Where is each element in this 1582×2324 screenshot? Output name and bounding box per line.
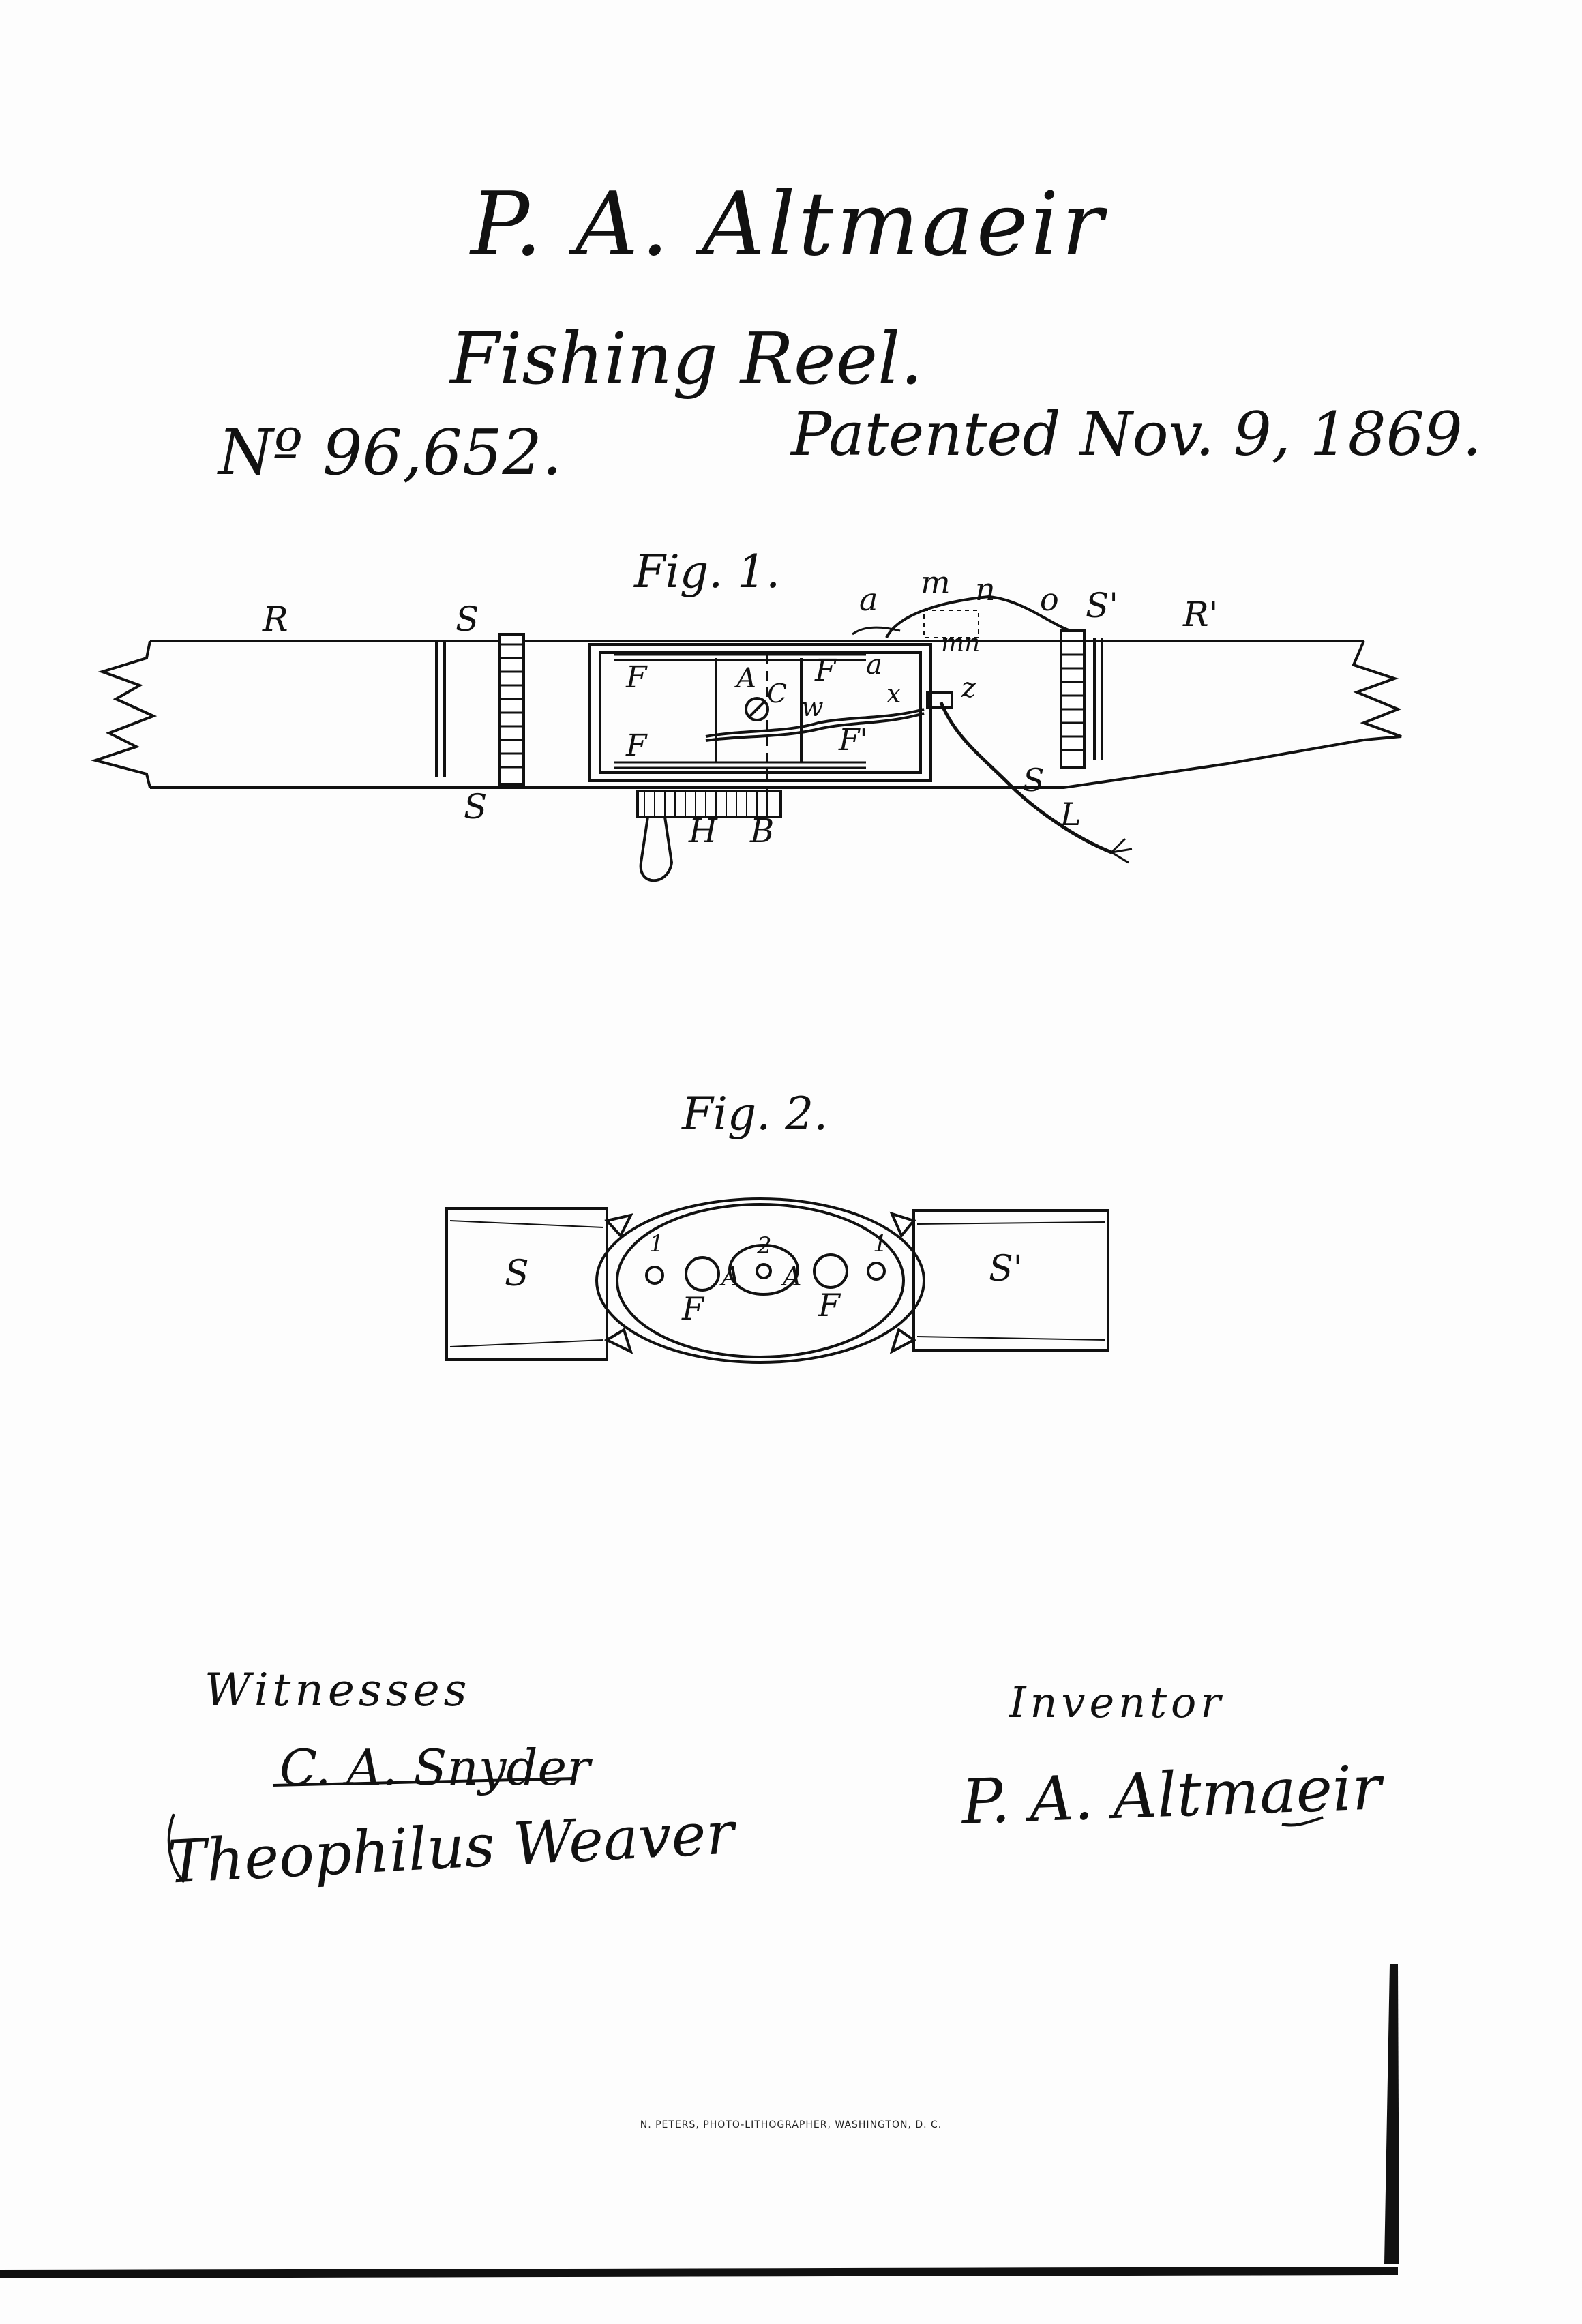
label-a-top: a xyxy=(859,581,878,618)
label-B: B xyxy=(750,812,775,850)
label-S-top: S xyxy=(456,599,479,639)
witnesses-heading: Witnesses xyxy=(205,1664,471,1716)
label-F-left: F xyxy=(682,1290,704,1327)
label-A-right: A xyxy=(783,1262,802,1292)
figure-1-drawing xyxy=(95,597,1401,880)
label-F-3: F xyxy=(626,728,647,763)
patent-title: Fishing Reel. xyxy=(450,317,923,400)
label-m: m xyxy=(921,564,951,601)
inventor-name: P. A. Altmaeir xyxy=(471,174,1106,275)
label-S-left: S xyxy=(505,1253,529,1294)
label-F-prime: F' xyxy=(839,723,868,758)
figure-1-label: Fig. 1. xyxy=(634,546,781,598)
witness-signature-2: Theophilus Weaver xyxy=(165,1799,736,1897)
label-S-bottom: S xyxy=(464,787,488,826)
lithographer-credit: N. PETERS, PHOTO-LITHOGRAPHER, WASHINGTON, D. C. xyxy=(640,2119,942,2130)
label-F-2: F xyxy=(815,653,836,688)
label-o: o xyxy=(1040,581,1059,618)
inventor-heading: Inventor xyxy=(1009,1678,1225,1727)
label-2: 2 xyxy=(757,1232,772,1260)
figure-2-label: Fig. 2. xyxy=(682,1088,829,1140)
label-S-right: S xyxy=(1023,762,1045,799)
patent-date: Patented Nov. 9, 1869. xyxy=(791,399,1482,469)
label-R-prime: R' xyxy=(1183,595,1219,634)
page-edge-shadow xyxy=(1384,1964,1399,2264)
label-S-prime: S' xyxy=(1086,586,1118,625)
label-A-left: A xyxy=(721,1262,741,1292)
label-R: R xyxy=(263,599,288,639)
label-F-1: F xyxy=(626,660,647,695)
label-L: L xyxy=(1060,796,1081,833)
label-1-left: 1 xyxy=(649,1230,664,1257)
inventor-signature: P. A. Altmaeir xyxy=(960,1752,1383,1838)
label-S-prime-right: S' xyxy=(989,1249,1023,1290)
label-1-right: 1 xyxy=(873,1230,888,1257)
page-bottom-edge xyxy=(0,2271,1398,2274)
label-F-right: F xyxy=(818,1287,840,1324)
label-z: z xyxy=(961,672,976,704)
patent-number: Nº 96,652. xyxy=(218,416,563,489)
label-mn: mn xyxy=(941,629,981,657)
label-n: n xyxy=(975,571,996,608)
label-C: C xyxy=(767,679,788,709)
witness-signature-1: C. A. Snyder xyxy=(280,1739,591,1796)
label-x: x xyxy=(886,679,901,709)
label-A: A xyxy=(736,663,756,694)
label-H: H xyxy=(689,812,717,850)
label-a-inner: a xyxy=(866,649,882,681)
label-w: w xyxy=(801,692,824,722)
